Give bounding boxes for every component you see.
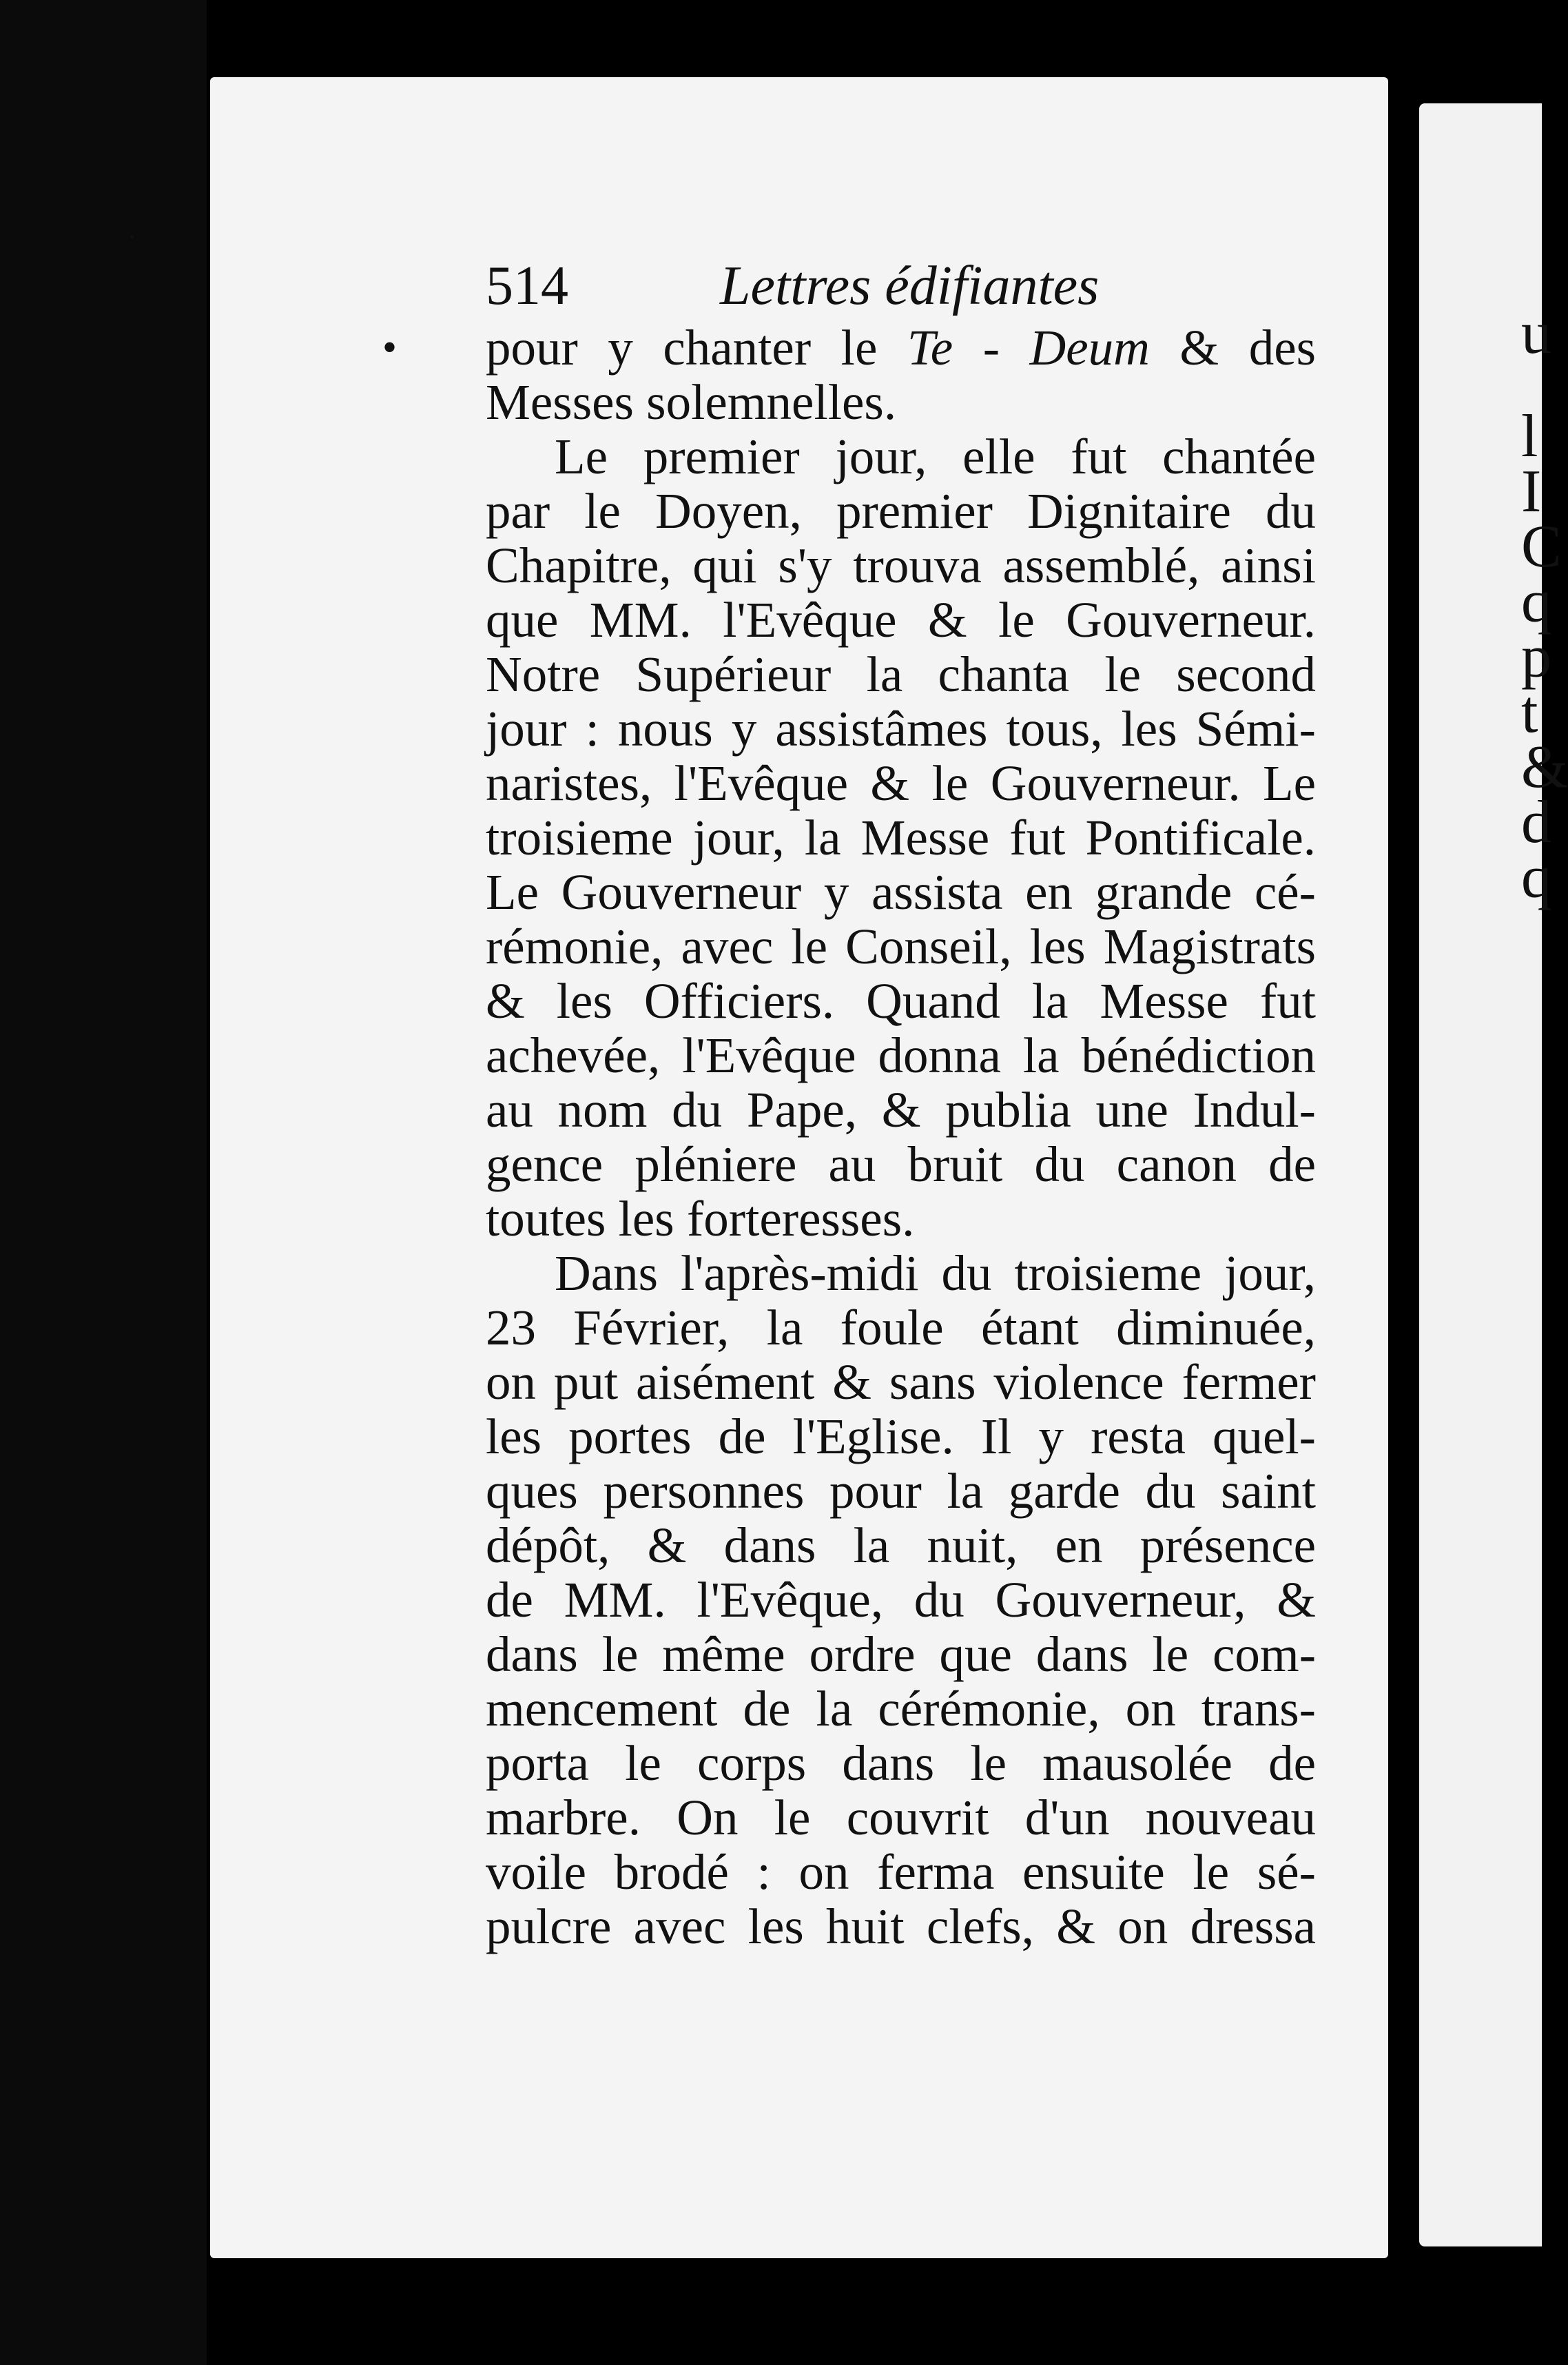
text-line: Dans l'après-midi du troisieme jour, (555, 1245, 1316, 1301)
text-line: Notre Supérieur la chanta le second (486, 646, 1316, 702)
text-line: Le Gouverneur y assista en grande cé- (486, 864, 1316, 920)
facing-page-fragment: d (1521, 789, 1551, 856)
facing-page-fragment: u (1521, 300, 1551, 367)
text-line: naristes, l'Evêque & le Gouverneur. Le (486, 755, 1316, 811)
text-line: achevée, l'Evêque donna la bénédiction (486, 1027, 1316, 1083)
facing-page-fragment: q (1521, 569, 1551, 635)
facing-page-fragment: q (1521, 844, 1551, 911)
text-line: & les Officiers. Quand la Messe fut (486, 973, 1316, 1029)
text-line: les portes de l'Eglise. Il y resta quel- (486, 1409, 1316, 1464)
page-number: 514 (486, 256, 568, 316)
text-line: mencement de la cérémonie, on trans- (486, 1681, 1316, 1737)
text-line: porta le corps dans le mausolée de (486, 1735, 1316, 1791)
text-line: voile brodé : on ferma ensuite le sé- (486, 1844, 1316, 1900)
text-line: Le premier jour, elle fut chantée (555, 429, 1316, 484)
text-line: rémonie, avec le Conseil, les Magistrats (486, 919, 1316, 974)
text-line: dépôt, & dans la nuit, en présence (486, 1517, 1316, 1573)
facing-page-fragment: p (1521, 624, 1551, 690)
text-line: Chapitre, qui s'y trouva assemblé, ainsi (486, 538, 1316, 593)
text-line: Messes solemnelles. (486, 374, 897, 430)
running-title: Lettres édifiantes (720, 256, 1100, 316)
text-line: jour : nous y assistâmes tous, les Sémi- (486, 701, 1316, 757)
body-text (486, 320, 1316, 1954)
scan-speck: · (127, 221, 137, 252)
facing-page-fragment: C (1521, 513, 1562, 580)
facing-page-fragment: & (1521, 734, 1568, 801)
facing-page-fragment: l (1521, 403, 1538, 470)
text-line: toutes les forteresses. (486, 1191, 915, 1247)
text-line: marbre. On le couvrit d'un nouveau (486, 1790, 1316, 1845)
text-line: 23 Février, la foule étant diminuée, (486, 1300, 1316, 1355)
text-line: troisieme jour, la Messe fut Pontificale. (486, 810, 1316, 866)
text-line: ques personnes pour la garde du saint (486, 1463, 1316, 1519)
facing-page-fragment: t (1521, 679, 1538, 746)
text-line: pour y chanter le Te - Deum & des (486, 320, 1317, 376)
text-line: pulcre avec les huit clefs, & on dressa (486, 1898, 1316, 1954)
facing-page-fragment: I (1521, 458, 1542, 525)
text-line: dans le même ordre que dans le com- (486, 1626, 1316, 1682)
text-line: de MM. l'Evêque, du Gouverneur, & (486, 1572, 1316, 1628)
text-line: on put aisément & sans violence fermer (486, 1354, 1316, 1410)
margin-bullet: • (382, 325, 398, 370)
text-line: que MM. l'Evêque & le Gouverneur. (486, 592, 1316, 648)
text-line: gence pléniere au bruit du canon de (486, 1136, 1316, 1192)
scan-left-border (0, 0, 207, 2365)
text-line: au nom du Pape, & publia une Indul- (486, 1082, 1316, 1138)
text-line: par le Doyen, premier Dignitaire du (486, 483, 1316, 539)
facing-page-edge (1419, 103, 1568, 2246)
page-header (486, 255, 1319, 324)
